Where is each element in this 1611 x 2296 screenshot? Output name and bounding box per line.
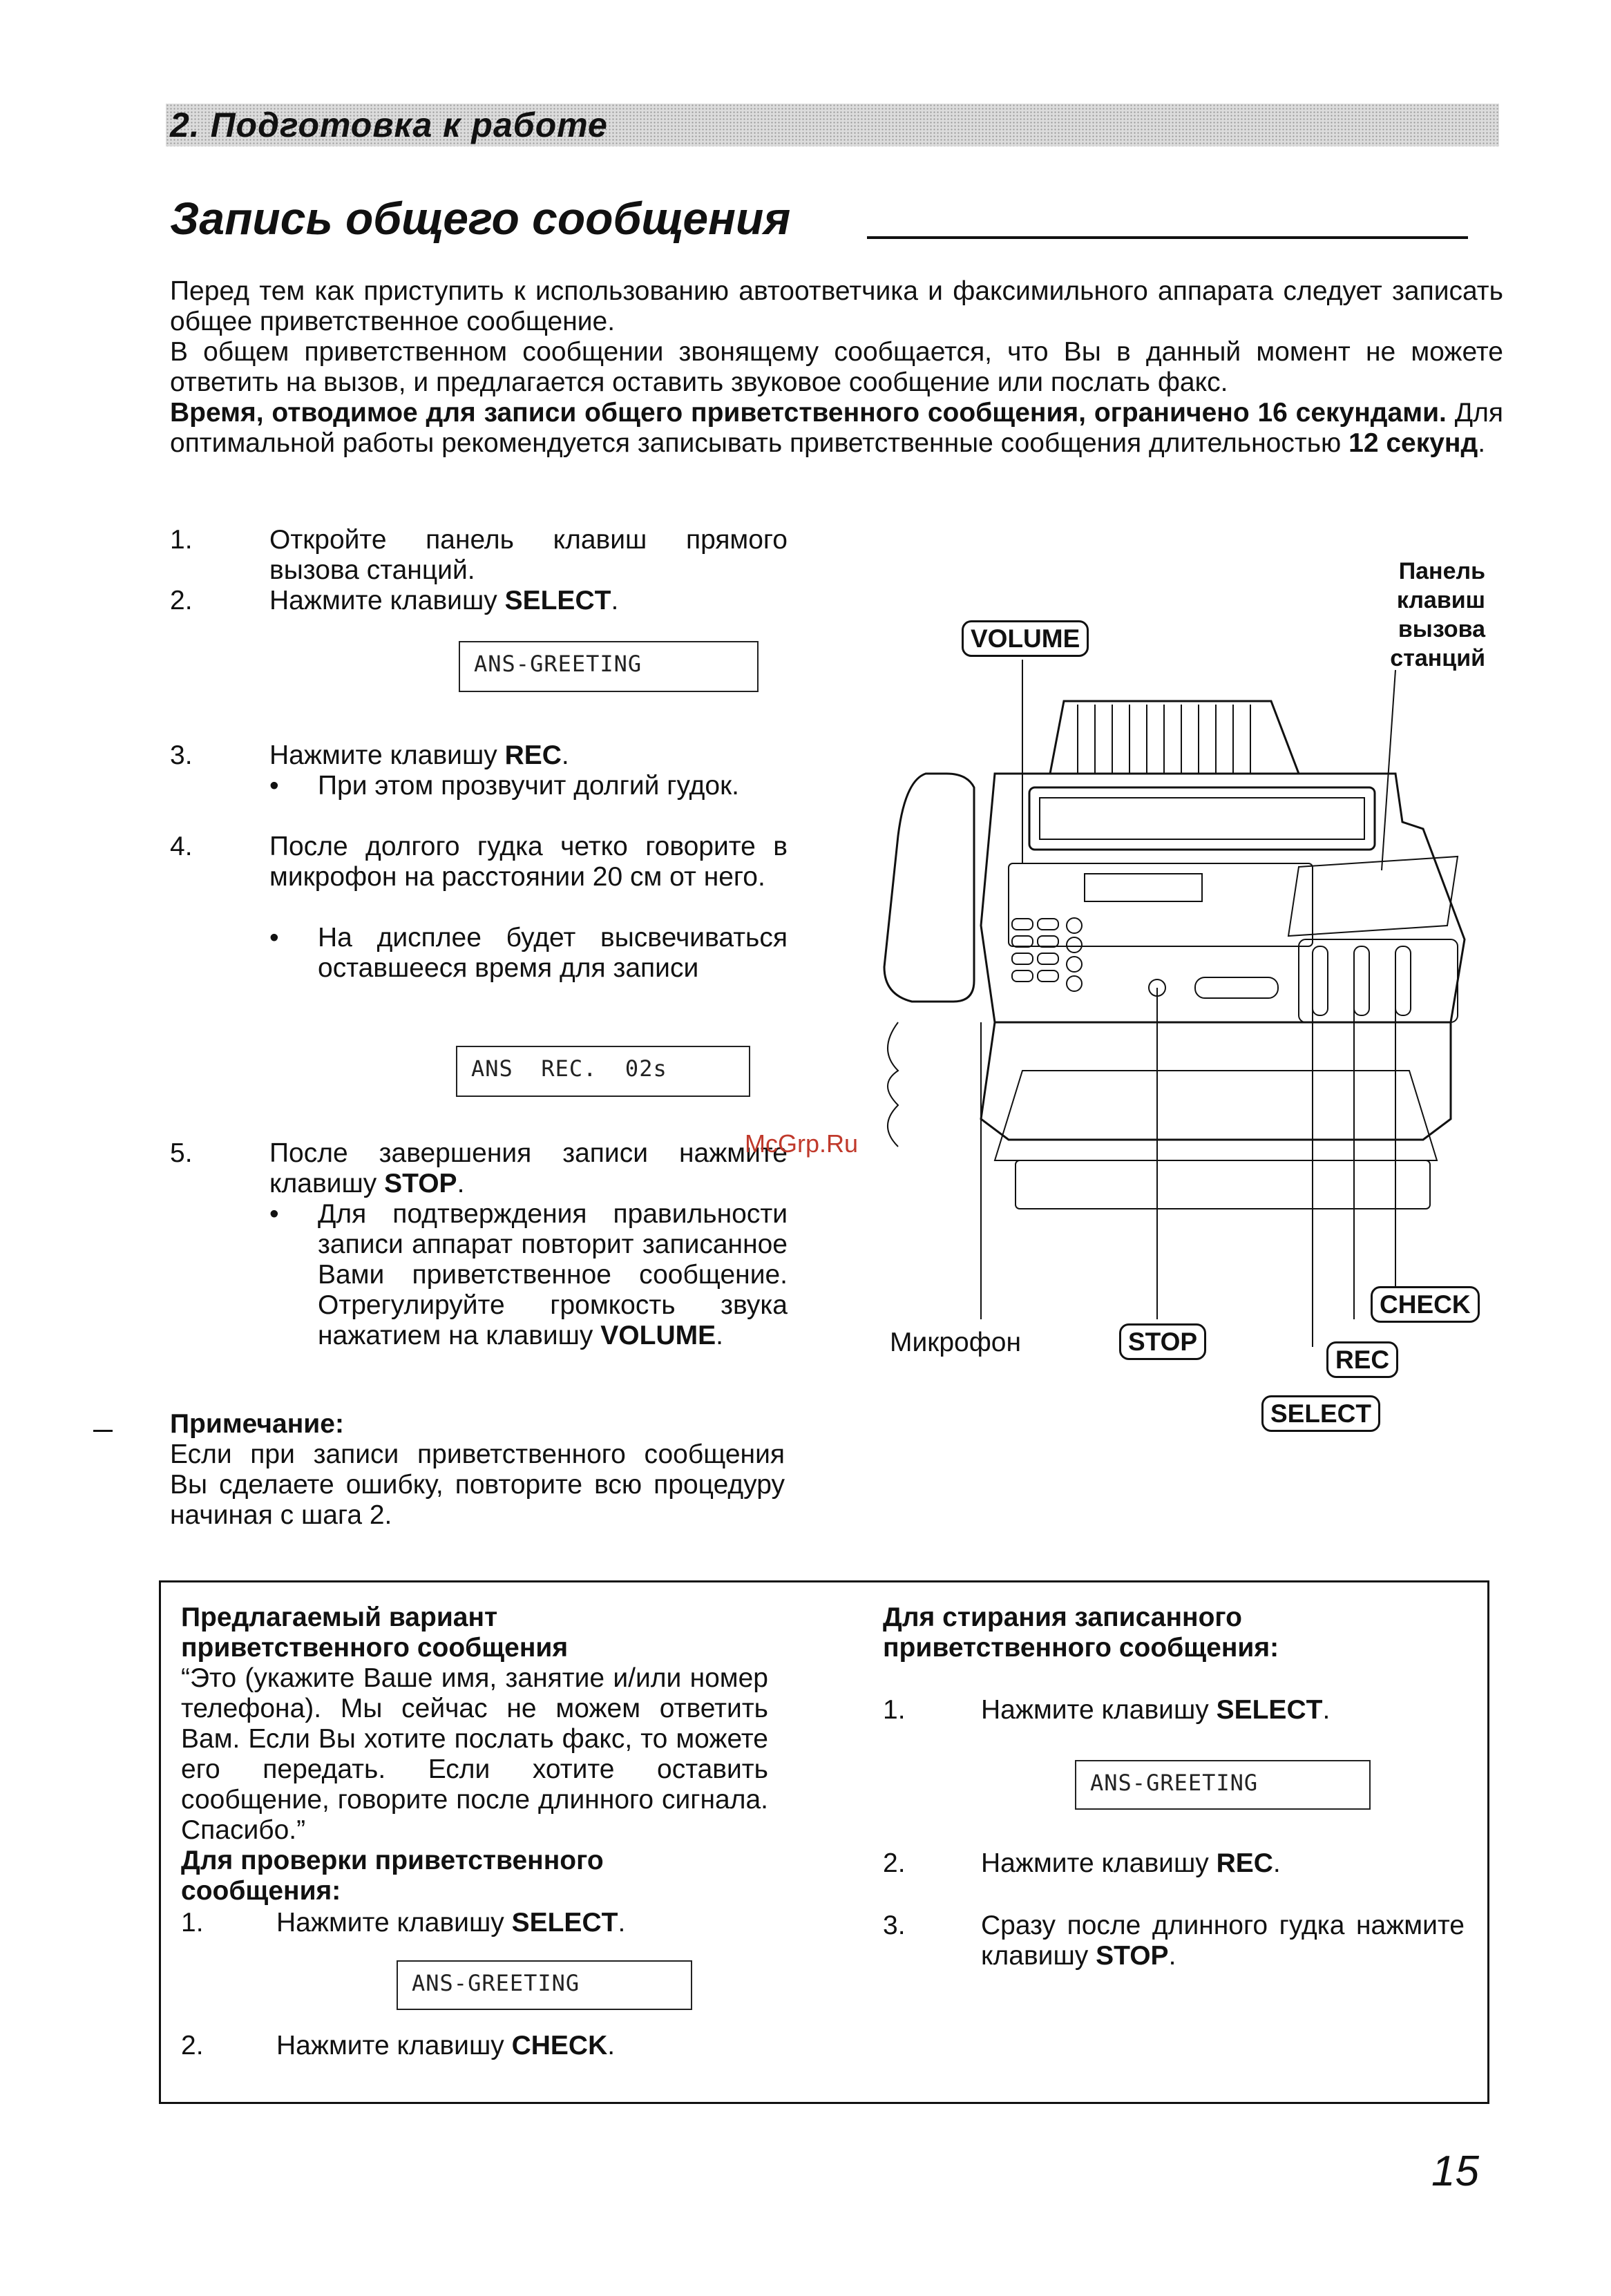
erase-greeting-title: Для стирания записанного приветственного сообщения:	[883, 1603, 1279, 1663]
erase-step-3-label: Сразу после длинного гудка нажмите клавишу	[981, 1911, 1465, 1971]
lcd-text: ANS-GREETING	[1090, 1770, 1259, 1796]
check-key-label: CHECK	[1371, 1286, 1480, 1323]
step-2-label: Нажмите клавишу	[269, 586, 505, 615]
erase-step-3-number: 3.	[883, 1911, 906, 1940]
bullet-3-marker: •	[269, 771, 279, 801]
handset-icon	[884, 774, 974, 1002]
step-4-text: После долгого гудка четко говорите в микрофон на расстоянии 20 см от него.	[269, 832, 788, 892]
intro-paragraph-2: В общем приветственном сообщении звонящему сообщается, что Вы в данный момент не можете ответить на вызов, и предлагается оставить звуковое сообщение или послать факс.	[170, 337, 1503, 397]
suggested-greeting-title: Предлагаемый вариант приветственного сообщения	[181, 1603, 569, 1663]
station-panel-label	[1333, 557, 1485, 673]
watermark: McGrp.Ru	[745, 1129, 859, 1158]
step-2-key: SELECT	[504, 586, 611, 615]
step-4-number: 4.	[170, 832, 193, 861]
lcd-text: ANS REC. 02s	[471, 1055, 667, 1082]
select-key-label: SELECT	[1261, 1395, 1380, 1432]
check-step-2-end: .	[607, 2031, 616, 2060]
panel-label-line-1: Панель	[1398, 558, 1485, 584]
step-3-number: 3.	[170, 740, 193, 770]
rec-key-label: REC	[1326, 1341, 1398, 1378]
step-5-bullet-key: VOLUME	[600, 1321, 716, 1350]
erase-step-2-number: 2.	[883, 1848, 906, 1878]
panel-label-line-2: клавиш	[1396, 587, 1485, 613]
step-3-end: .	[561, 740, 569, 770]
erase-step-2-label: Нажмите клавишу	[981, 1848, 1217, 1878]
step-2-end: .	[611, 586, 619, 615]
intro-time-limit: Время, отводимое для записи общего приветственного сообщения, ограничено 16 секундами.	[170, 398, 1447, 428]
lcd-display-check	[397, 1960, 692, 2010]
microphone-label: Микрофон	[890, 1328, 1022, 1357]
lcd-display-greeting	[459, 641, 759, 692]
note-text: Если при записи приветственного сообщения Вы сделаете ошибку, повторите всю процедуру начиная с шага 2.	[170, 1439, 785, 1530]
check-step-1-key: SELECT	[511, 1908, 618, 1938]
page-number: 15	[1431, 2147, 1479, 2195]
step-1-text: Откройте панель клавиш прямого вызова станций.	[269, 525, 788, 585]
step-3-label: Нажмите клавишу	[269, 740, 505, 770]
bullet-5-marker: •	[269, 1199, 279, 1229]
fax-body-icon	[981, 774, 1465, 1022]
note-title: Примечание:	[170, 1409, 344, 1439]
check-step-1-end: .	[618, 1908, 626, 1938]
erase-step-1-number: 1.	[883, 1695, 906, 1725]
check-step-2-label: Нажмите клавишу	[276, 2031, 512, 2060]
erase-step-1-end: .	[1322, 1695, 1331, 1725]
paper-tray-icon	[1050, 701, 1299, 774]
intro-recommend: Для оптимальной работы рекомендуется записывать приветственные сообщения длительностью	[170, 398, 1504, 458]
erase-step-3-text	[981, 1911, 1465, 1971]
intro-paragraph-1: Перед тем как приступить к использованию автоответчика и факсимильного аппарата следует записать общее приветственное сообщение.	[170, 276, 1503, 336]
stop-key-label: STOP	[1119, 1323, 1206, 1360]
title-underline	[867, 236, 1468, 239]
suggested-greeting-text: “Это (укажите Ваше имя, занятие и/или номер телефона). Мы сейчас не можем ответить Вам. Если Вы хотите послать факс, то можете его передать. Если хотите оставить сообщение, говорите после длинного сигнала. Спасибо.”	[181, 1663, 768, 1845]
handset-cord-icon	[888, 1022, 898, 1147]
erase-step-2-end: .	[1272, 1848, 1281, 1878]
step-5-key: STOP	[384, 1169, 457, 1198]
margin-mark	[93, 1430, 113, 1432]
step-4-bullet: На дисплее будет высвечиваться оставшееся время для записи	[318, 923, 788, 983]
step-3-text	[269, 740, 569, 771]
check-step-1-number: 1.	[181, 1908, 204, 1938]
step-5-end: .	[457, 1169, 465, 1198]
panel-label-line-4: станций	[1390, 645, 1485, 671]
step-1-number: 1.	[170, 525, 193, 555]
erase-step-3-key: STOP	[1096, 1941, 1169, 1971]
check-step-1-text	[276, 1908, 625, 1938]
step-5-label: После завершения записи нажмите клавишу	[269, 1138, 788, 1198]
erase-step-3-end: .	[1168, 1941, 1176, 1971]
page-title: Запись общего сообщения	[170, 193, 791, 244]
erase-step-1-label: Нажмите клавишу	[981, 1695, 1217, 1725]
bullet-4-marker: •	[269, 923, 279, 953]
lcd-text: ANS-GREETING	[412, 1970, 580, 1996]
step-5-bullet-text: Для подтверждения правильности записи аппарат повторит записанное Вами приветственное сообщение. Отрегулируйте громкость звука нажатием на клавишу	[318, 1199, 788, 1350]
intro-paragraph-3	[170, 398, 1503, 459]
check-step-2-number: 2.	[181, 2031, 204, 2060]
volume-key-label: VOLUME	[962, 620, 1089, 657]
panel-label-line-3: вызова	[1398, 616, 1485, 642]
erase-step-1-key: SELECT	[1216, 1695, 1323, 1725]
erase-step-2-key: REC	[1216, 1848, 1273, 1878]
step-5-number: 5.	[170, 1138, 193, 1168]
step-3-key: REC	[504, 740, 562, 770]
check-step-2-text	[276, 2031, 615, 2061]
check-step-1-label: Нажмите клавишу	[276, 1908, 512, 1938]
intro-optimal-length: 12 секунд	[1348, 428, 1478, 458]
step-5-text	[269, 1138, 788, 1199]
lcd-display-erase	[1075, 1760, 1371, 1810]
step-5-bullet-end: .	[716, 1321, 723, 1350]
lcd-text: ANS-GREETING	[474, 651, 642, 677]
step-2-number: 2.	[170, 586, 193, 615]
intro-end: .	[1478, 428, 1486, 458]
lcd-display-recording	[456, 1046, 750, 1097]
erase-step-2-text	[981, 1848, 1281, 1879]
step-3-bullet: При этом прозвучит долгий гудок.	[318, 771, 740, 801]
erase-step-1-text	[981, 1695, 1330, 1725]
step-2-text	[269, 586, 618, 616]
check-greeting-title: Для проверки приветственного сообщения:	[181, 1846, 604, 1906]
step-5-bullet	[318, 1199, 788, 1351]
display-icon	[1085, 874, 1202, 901]
check-step-2-key: CHECK	[511, 2031, 608, 2060]
station-panel-icon	[1288, 857, 1458, 936]
section-title: 2. Подготовка к работе	[170, 106, 608, 144]
